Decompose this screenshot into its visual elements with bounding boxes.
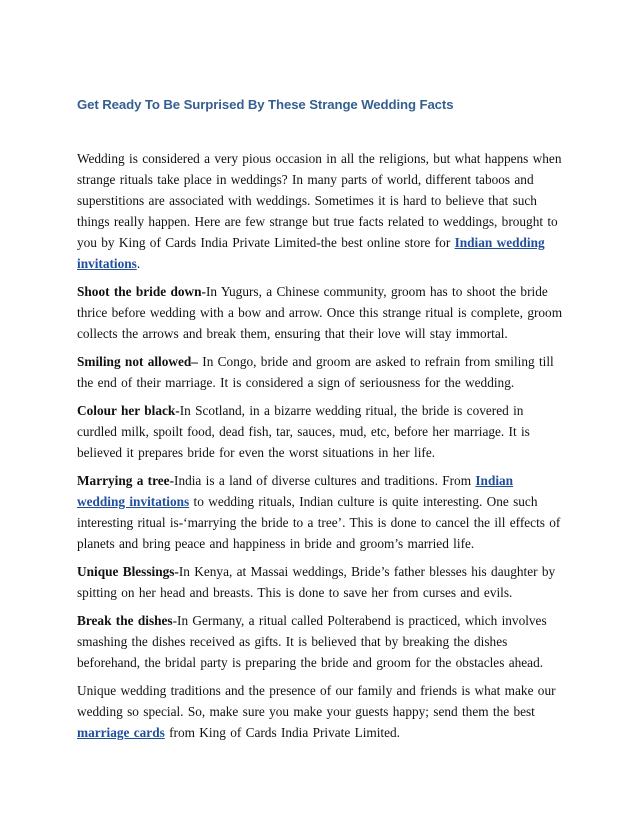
indian-wedding-invitations-link-2[interactable]: Indian wedding invitations xyxy=(77,473,514,509)
intro-tail: . xyxy=(136,256,141,271)
closing-paragraph xyxy=(77,680,564,743)
fact-heading: Shoot the bride down- xyxy=(77,284,206,299)
fact-text: -In Germany, a ritual called Polterabend is practiced, which involves smashing the dishes received as gifts. It is believed that by breaking the dishes beforehand, the bridal party is preparing the bride and groom for the obstacles ahead. xyxy=(77,613,547,670)
fact-text-after: to wedding rituals, Indian culture is quite interesting. One such interesting ritual is-‘marrying the bride to a tree’. This is done to cancel the ill effects of planets and bring peace and happiness in bride and groom’s married life. xyxy=(77,494,561,551)
fact-paragraph-break-the-dishes xyxy=(77,610,564,673)
intro-paragraph xyxy=(77,148,564,274)
fact-text: In Congo, bride and groom are asked to refrain from smiling till the end of their marriage. It is considered a sign of seriousness for the wedding. xyxy=(77,354,554,390)
closing-text: Unique wedding traditions and the presence of our family and friends is what make our wedding so special. So, make sure you make your guests happy; send them the best xyxy=(77,683,556,719)
fact-paragraph-smiling-not-allowed xyxy=(77,351,564,393)
fact-heading: Break the dishes xyxy=(77,613,173,628)
fact-paragraph-marrying-a-tree xyxy=(77,470,564,554)
fact-text: In Yugurs, a Chinese community, groom has to shoot the bride thrice before wedding with a bow and arrow. Once this strange ritual is complete, groom collects the arrows and break them, ensuring that their love will stay immortal. xyxy=(77,284,563,341)
fact-paragraph-shoot-the-bride xyxy=(77,281,564,344)
fact-heading: Marrying a tree- xyxy=(77,473,175,488)
fact-heading: Unique Blessings- xyxy=(77,564,179,579)
document-title: Get Ready To Be Surprised By These Strange Wedding Facts xyxy=(77,97,454,112)
fact-heading: Colour her black- xyxy=(77,403,180,418)
fact-heading: Smiling not allowed– xyxy=(77,354,198,369)
fact-paragraph-unique-blessings xyxy=(77,561,564,603)
indian-wedding-invitations-link[interactable]: Indian wedding invitations xyxy=(77,235,545,271)
closing-tail: from King of Cards India Private Limited. xyxy=(164,725,400,740)
fact-paragraph-colour-her-black xyxy=(77,400,564,463)
intro-text: Wedding is considered a very pious occasion in all the religions, but what happens when strange rituals take place in weddings? In many parts of world, different taboos and superstitions are associated with weddings. Sometimes it is hard to believe that such things really happen. Here are few strange but true facts related to weddings, brought to you by King of Cards India Private Limited-the best online store for xyxy=(77,151,562,250)
fact-text: In Scotland, in a bizarre wedding ritual, the bride is covered in curdled milk, spoilt food, dead fish, tar, sauces, mud, etc, before her marriage. It is believed it prepares bride for even the worst situations in her life. xyxy=(77,403,530,460)
fact-text-before: India is a land of diverse cultures and traditions. From xyxy=(174,473,476,488)
marriage-cards-link[interactable]: marriage cards xyxy=(77,725,165,740)
fact-text: In Kenya, at Massai weddings, Bride’s father blesses his daughter by spitting on her head and breasts. This is done to save her from curses and evils. xyxy=(77,564,556,600)
